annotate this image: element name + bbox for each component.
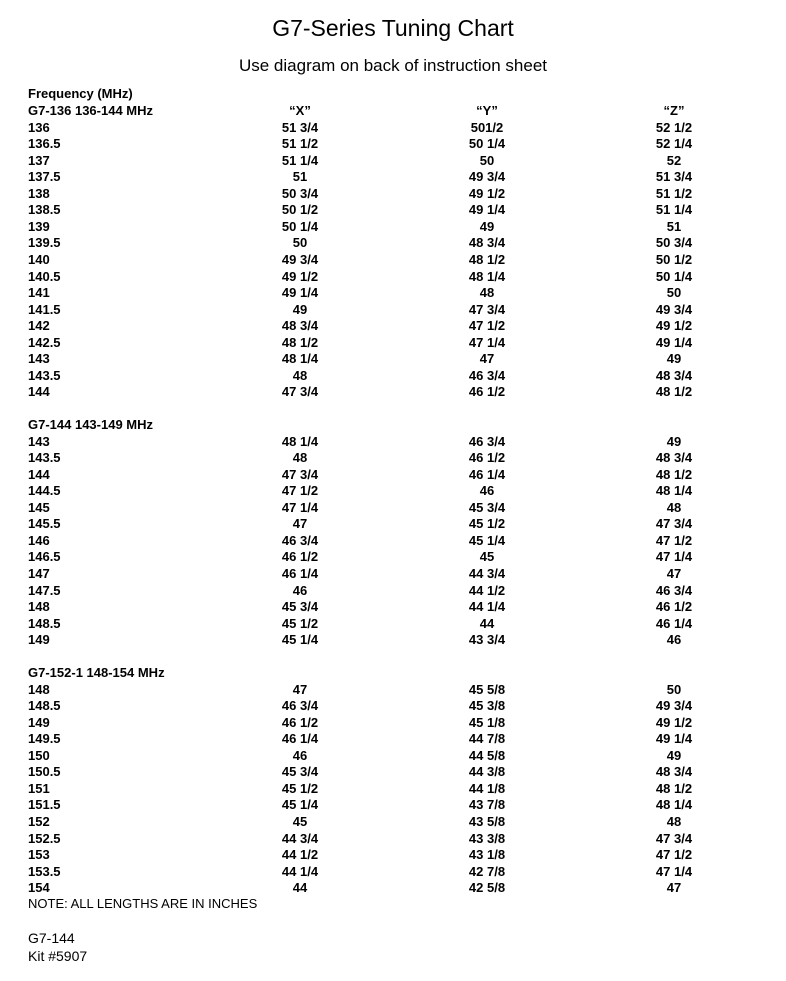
frequency-cell: 148	[28, 681, 50, 697]
frequency-cell: 146	[28, 532, 50, 548]
z-length-cell: 50	[666, 681, 682, 697]
z-length-cell: 47	[666, 880, 682, 896]
x-length-cell: 50 1/2	[281, 202, 319, 218]
z-length-cell: 46 1/4	[655, 615, 693, 631]
x-length-cell: 46 1/2	[281, 549, 319, 565]
x-length-cell: 46 3/4	[281, 532, 319, 548]
z-length-cell: 50 1/2	[655, 251, 693, 267]
x-length-cell: 46	[292, 582, 308, 598]
table-row	[0, 715, 786, 732]
z-length-cell: 49 1/2	[655, 318, 693, 334]
y-length-cell: 43 1/8	[468, 847, 506, 863]
z-length-cell: 51	[666, 218, 682, 234]
frequency-cell: 142.5	[28, 334, 61, 350]
x-length-cell: 44	[292, 880, 308, 896]
frequency-cell: 148.5	[28, 698, 61, 714]
z-length-cell: 50 1/4	[655, 268, 693, 284]
y-length-cell: 42 7/8	[468, 863, 506, 879]
frequency-cell: 139.5	[28, 235, 61, 251]
x-length-cell: 47 1/2	[281, 483, 319, 499]
x-length-cell: 48 1/4	[281, 351, 319, 367]
z-length-cell: 46 3/4	[655, 582, 693, 598]
frequency-cell: 149	[28, 714, 50, 730]
z-length-cell: 48 1/2	[655, 384, 693, 400]
z-length-cell: 46 1/2	[655, 599, 693, 615]
x-length-cell: 48	[292, 367, 308, 383]
x-length-cell: 45 3/4	[281, 764, 319, 780]
table-row	[0, 797, 786, 814]
x-length-cell: 47	[292, 516, 308, 532]
z-length-cell: 50 3/4	[655, 235, 693, 251]
x-length-cell: 47 1/4	[281, 499, 319, 515]
x-length-cell: 45 1/2	[281, 615, 319, 631]
x-length-cell: 46 1/4	[281, 565, 319, 581]
y-length-cell: 47 3/4	[468, 301, 506, 317]
z-length-cell: 47 3/4	[655, 516, 693, 532]
table-row	[0, 285, 786, 302]
y-length-cell: 46 3/4	[468, 367, 506, 383]
section-heading: G7-144 143-149 MHz	[28, 417, 154, 432]
z-length-cell: 47 1/2	[655, 847, 693, 863]
y-length-cell: 49	[479, 218, 495, 234]
z-length-cell: 51 3/4	[655, 169, 693, 185]
x-length-cell: 44 1/4	[281, 863, 319, 879]
y-length-cell: 48 3/4	[468, 235, 506, 251]
frequency-cell: 143	[28, 351, 50, 367]
table-row	[0, 698, 786, 715]
frequency-label: Frequency (MHz)	[28, 86, 133, 101]
frequency-cell: 151.5	[28, 797, 61, 813]
frequency-cell: 146.5	[28, 549, 61, 565]
frequency-cell: 140	[28, 251, 50, 267]
frequency-cell: 147.5	[28, 582, 61, 598]
z-length-cell: 48 1/4	[655, 797, 693, 813]
y-length-cell: 49 1/4	[468, 202, 506, 218]
x-length-cell: 51 1/2	[281, 136, 319, 152]
y-length-cell: 44	[479, 615, 495, 631]
page-subtitle: Use diagram on back of instruction sheet	[238, 56, 548, 75]
z-length-cell: 46	[666, 632, 682, 648]
frequency-cell: 138	[28, 185, 50, 201]
footer-kit: Kit #5907	[28, 948, 88, 964]
table-row	[0, 202, 786, 219]
y-length-cell: 48	[479, 285, 495, 301]
x-length-cell: 48 1/4	[281, 433, 319, 449]
x-length-cell: 49 1/2	[281, 268, 319, 284]
y-length-cell: 45	[479, 549, 495, 565]
y-length-cell: 49 3/4	[468, 169, 506, 185]
y-length-cell: 43 7/8	[468, 797, 506, 813]
section-heading: G7-136 136-144 MHz	[28, 103, 154, 118]
y-length-cell: 44 3/8	[468, 764, 506, 780]
z-length-cell: 52 1/2	[655, 119, 693, 135]
page-title: G7-Series Tuning Chart	[272, 15, 514, 41]
frequency-cell: 140.5	[28, 268, 61, 284]
y-length-cell: 47 1/2	[468, 318, 506, 334]
y-length-cell: 44 1/2	[468, 582, 506, 598]
frequency-cell: 148.5	[28, 615, 61, 631]
y-length-cell: 44 7/8	[468, 731, 506, 747]
z-length-cell: 49	[666, 351, 682, 367]
frequency-cell: 152.5	[28, 830, 61, 846]
table-row	[0, 483, 786, 500]
z-length-cell: 48	[666, 813, 682, 829]
table-row	[0, 384, 786, 401]
z-length-cell: 47 1/4	[655, 863, 693, 879]
y-length-cell: 43 3/4	[468, 632, 506, 648]
section-heading: G7-152-1 148-154 MHz	[28, 665, 165, 680]
x-length-cell: 48	[292, 450, 308, 466]
z-length-cell: 50	[666, 285, 682, 301]
y-length-cell: 46	[479, 483, 495, 499]
x-length-cell: 50 3/4	[281, 185, 319, 201]
frequency-cell: 154	[28, 880, 50, 896]
x-length-cell: 51 1/4	[281, 152, 319, 168]
x-length-cell: 47	[292, 681, 308, 697]
section-header-row	[0, 103, 786, 120]
x-length-cell: 45 1/4	[281, 632, 319, 648]
z-length-cell: 47 1/4	[655, 549, 693, 565]
y-length-cell: 46 1/4	[468, 466, 506, 482]
frequency-cell: 150.5	[28, 764, 61, 780]
frequency-cell: 137.5	[28, 169, 61, 185]
y-length-cell: 46 1/2	[468, 450, 506, 466]
table-row	[0, 351, 786, 368]
x-length-cell: 47 3/4	[281, 466, 319, 482]
table-row	[0, 764, 786, 781]
y-length-cell: 50	[479, 152, 495, 168]
column-header-x: “X”	[289, 103, 311, 118]
table-row	[0, 368, 786, 385]
table-row	[0, 252, 786, 269]
table-row	[0, 566, 786, 583]
y-length-cell: 50 1/4	[468, 136, 506, 152]
table-row	[0, 318, 786, 335]
z-length-cell: 48 1/2	[655, 466, 693, 482]
x-length-cell: 45	[292, 813, 308, 829]
frequency-cell: 144.5	[28, 483, 61, 499]
z-length-cell: 49 3/4	[655, 698, 693, 714]
y-length-cell: 47	[479, 351, 495, 367]
y-length-cell: 49 1/2	[468, 185, 506, 201]
table-row	[0, 169, 786, 186]
frequency-cell: 138.5	[28, 202, 61, 218]
x-length-cell: 49	[292, 301, 308, 317]
y-length-cell: 44 3/4	[468, 565, 506, 581]
table-row	[0, 847, 786, 864]
table-row	[0, 831, 786, 848]
footer-model: G7-144	[28, 930, 75, 946]
table-row	[0, 781, 786, 798]
x-length-cell: 49 1/4	[281, 285, 319, 301]
x-length-cell: 51 3/4	[281, 119, 319, 135]
table-row	[0, 136, 786, 153]
table-row	[0, 269, 786, 286]
frequency-cell: 141	[28, 285, 50, 301]
lengths-note: NOTE: ALL LENGTHS ARE IN INCHES	[28, 896, 258, 911]
table-row	[0, 516, 786, 533]
table-row	[0, 500, 786, 517]
table-row	[0, 335, 786, 352]
y-length-cell: 45 1/4	[468, 532, 506, 548]
frequency-cell: 144	[28, 466, 50, 482]
y-length-cell: 46 1/2	[468, 384, 506, 400]
y-length-cell: 48 1/2	[468, 251, 506, 267]
frequency-cell: 149.5	[28, 731, 61, 747]
column-header-z: “Z”	[663, 103, 685, 118]
z-length-cell: 49	[666, 433, 682, 449]
frequency-cell: 150	[28, 747, 50, 763]
y-length-cell: 44 5/8	[468, 747, 506, 763]
z-length-cell: 49	[666, 747, 682, 763]
frequency-cell: 145	[28, 499, 50, 515]
table-row	[0, 434, 786, 451]
z-length-cell: 52	[666, 152, 682, 168]
y-length-cell: 44 1/4	[468, 599, 506, 615]
x-length-cell: 46 1/4	[281, 731, 319, 747]
section-header-row	[0, 665, 786, 682]
frequency-cell: 145.5	[28, 516, 61, 532]
z-length-cell: 48 3/4	[655, 367, 693, 383]
section-header-row	[0, 417, 786, 434]
y-length-cell: 45 5/8	[468, 681, 506, 697]
y-length-cell: 45 1/8	[468, 714, 506, 730]
table-row	[0, 120, 786, 137]
y-length-cell: 45 3/8	[468, 698, 506, 714]
table-row	[0, 186, 786, 203]
x-length-cell: 47 3/4	[281, 384, 319, 400]
frequency-cell: 142	[28, 318, 50, 334]
y-length-cell: 45 1/2	[468, 516, 506, 532]
y-length-cell: 42 5/8	[468, 880, 506, 896]
z-length-cell: 48 1/4	[655, 483, 693, 499]
column-header-y: “Y”	[476, 103, 498, 118]
table-row	[0, 467, 786, 484]
z-length-cell: 48 3/4	[655, 764, 693, 780]
frequency-cell: 139	[28, 218, 50, 234]
y-length-cell: 48 1/4	[468, 268, 506, 284]
frequency-cell: 152	[28, 813, 50, 829]
table-row	[0, 864, 786, 881]
frequency-cell: 143.5	[28, 450, 61, 466]
x-length-cell: 51	[292, 169, 308, 185]
z-length-cell: 49 1/2	[655, 714, 693, 730]
z-length-cell: 48	[666, 499, 682, 515]
table-row	[0, 814, 786, 831]
table-row	[0, 153, 786, 170]
frequency-cell: 143	[28, 433, 50, 449]
frequency-cell: 136	[28, 119, 50, 135]
y-length-cell: 45 3/4	[468, 499, 506, 515]
table-row	[0, 583, 786, 600]
table-row	[0, 302, 786, 319]
z-length-cell: 52 1/4	[655, 136, 693, 152]
x-length-cell: 44 3/4	[281, 830, 319, 846]
x-length-cell: 45 1/4	[281, 797, 319, 813]
x-length-cell: 48 1/2	[281, 334, 319, 350]
frequency-cell: 143.5	[28, 367, 61, 383]
z-length-cell: 49 3/4	[655, 301, 693, 317]
x-length-cell: 45 3/4	[281, 599, 319, 615]
y-length-cell: 43 3/8	[468, 830, 506, 846]
x-length-cell: 45 1/2	[281, 780, 319, 796]
frequency-cell: 153.5	[28, 863, 61, 879]
z-length-cell: 49 1/4	[655, 731, 693, 747]
table-row	[0, 549, 786, 566]
z-length-cell: 48 3/4	[655, 450, 693, 466]
z-length-cell: 49 1/4	[655, 334, 693, 350]
z-length-cell: 47	[666, 565, 682, 581]
table-row	[0, 632, 786, 649]
x-length-cell: 44 1/2	[281, 847, 319, 863]
x-length-cell: 49 3/4	[281, 251, 319, 267]
table-row	[0, 599, 786, 616]
frequency-cell: 136.5	[28, 136, 61, 152]
table-row	[0, 616, 786, 633]
frequency-cell: 148	[28, 599, 50, 615]
y-length-cell: 43 5/8	[468, 813, 506, 829]
frequency-cell: 141.5	[28, 301, 61, 317]
frequency-cell: 144	[28, 384, 50, 400]
table-row	[0, 450, 786, 467]
frequency-cell: 137	[28, 152, 50, 168]
y-length-cell: 44 1/8	[468, 780, 506, 796]
table-row	[0, 880, 786, 897]
frequency-cell: 149	[28, 632, 50, 648]
table-row	[0, 731, 786, 748]
z-length-cell: 47 1/2	[655, 532, 693, 548]
z-length-cell: 51 1/2	[655, 185, 693, 201]
table-row	[0, 533, 786, 550]
table-row	[0, 235, 786, 252]
x-length-cell: 50 1/4	[281, 218, 319, 234]
x-length-cell: 46 1/2	[281, 714, 319, 730]
table-row	[0, 219, 786, 236]
x-length-cell: 50	[292, 235, 308, 251]
y-length-cell: 501/2	[470, 119, 504, 135]
frequency-cell: 153	[28, 847, 50, 863]
frequency-cell: 151	[28, 780, 50, 796]
y-length-cell: 47 1/4	[468, 334, 506, 350]
z-length-cell: 47 3/4	[655, 830, 693, 846]
z-length-cell: 48 1/2	[655, 780, 693, 796]
table-row	[0, 682, 786, 699]
table-row	[0, 748, 786, 765]
x-length-cell: 46	[292, 747, 308, 763]
frequency-cell: 147	[28, 565, 50, 581]
z-length-cell: 51 1/4	[655, 202, 693, 218]
y-length-cell: 46 3/4	[468, 433, 506, 449]
x-length-cell: 48 3/4	[281, 318, 319, 334]
x-length-cell: 46 3/4	[281, 698, 319, 714]
